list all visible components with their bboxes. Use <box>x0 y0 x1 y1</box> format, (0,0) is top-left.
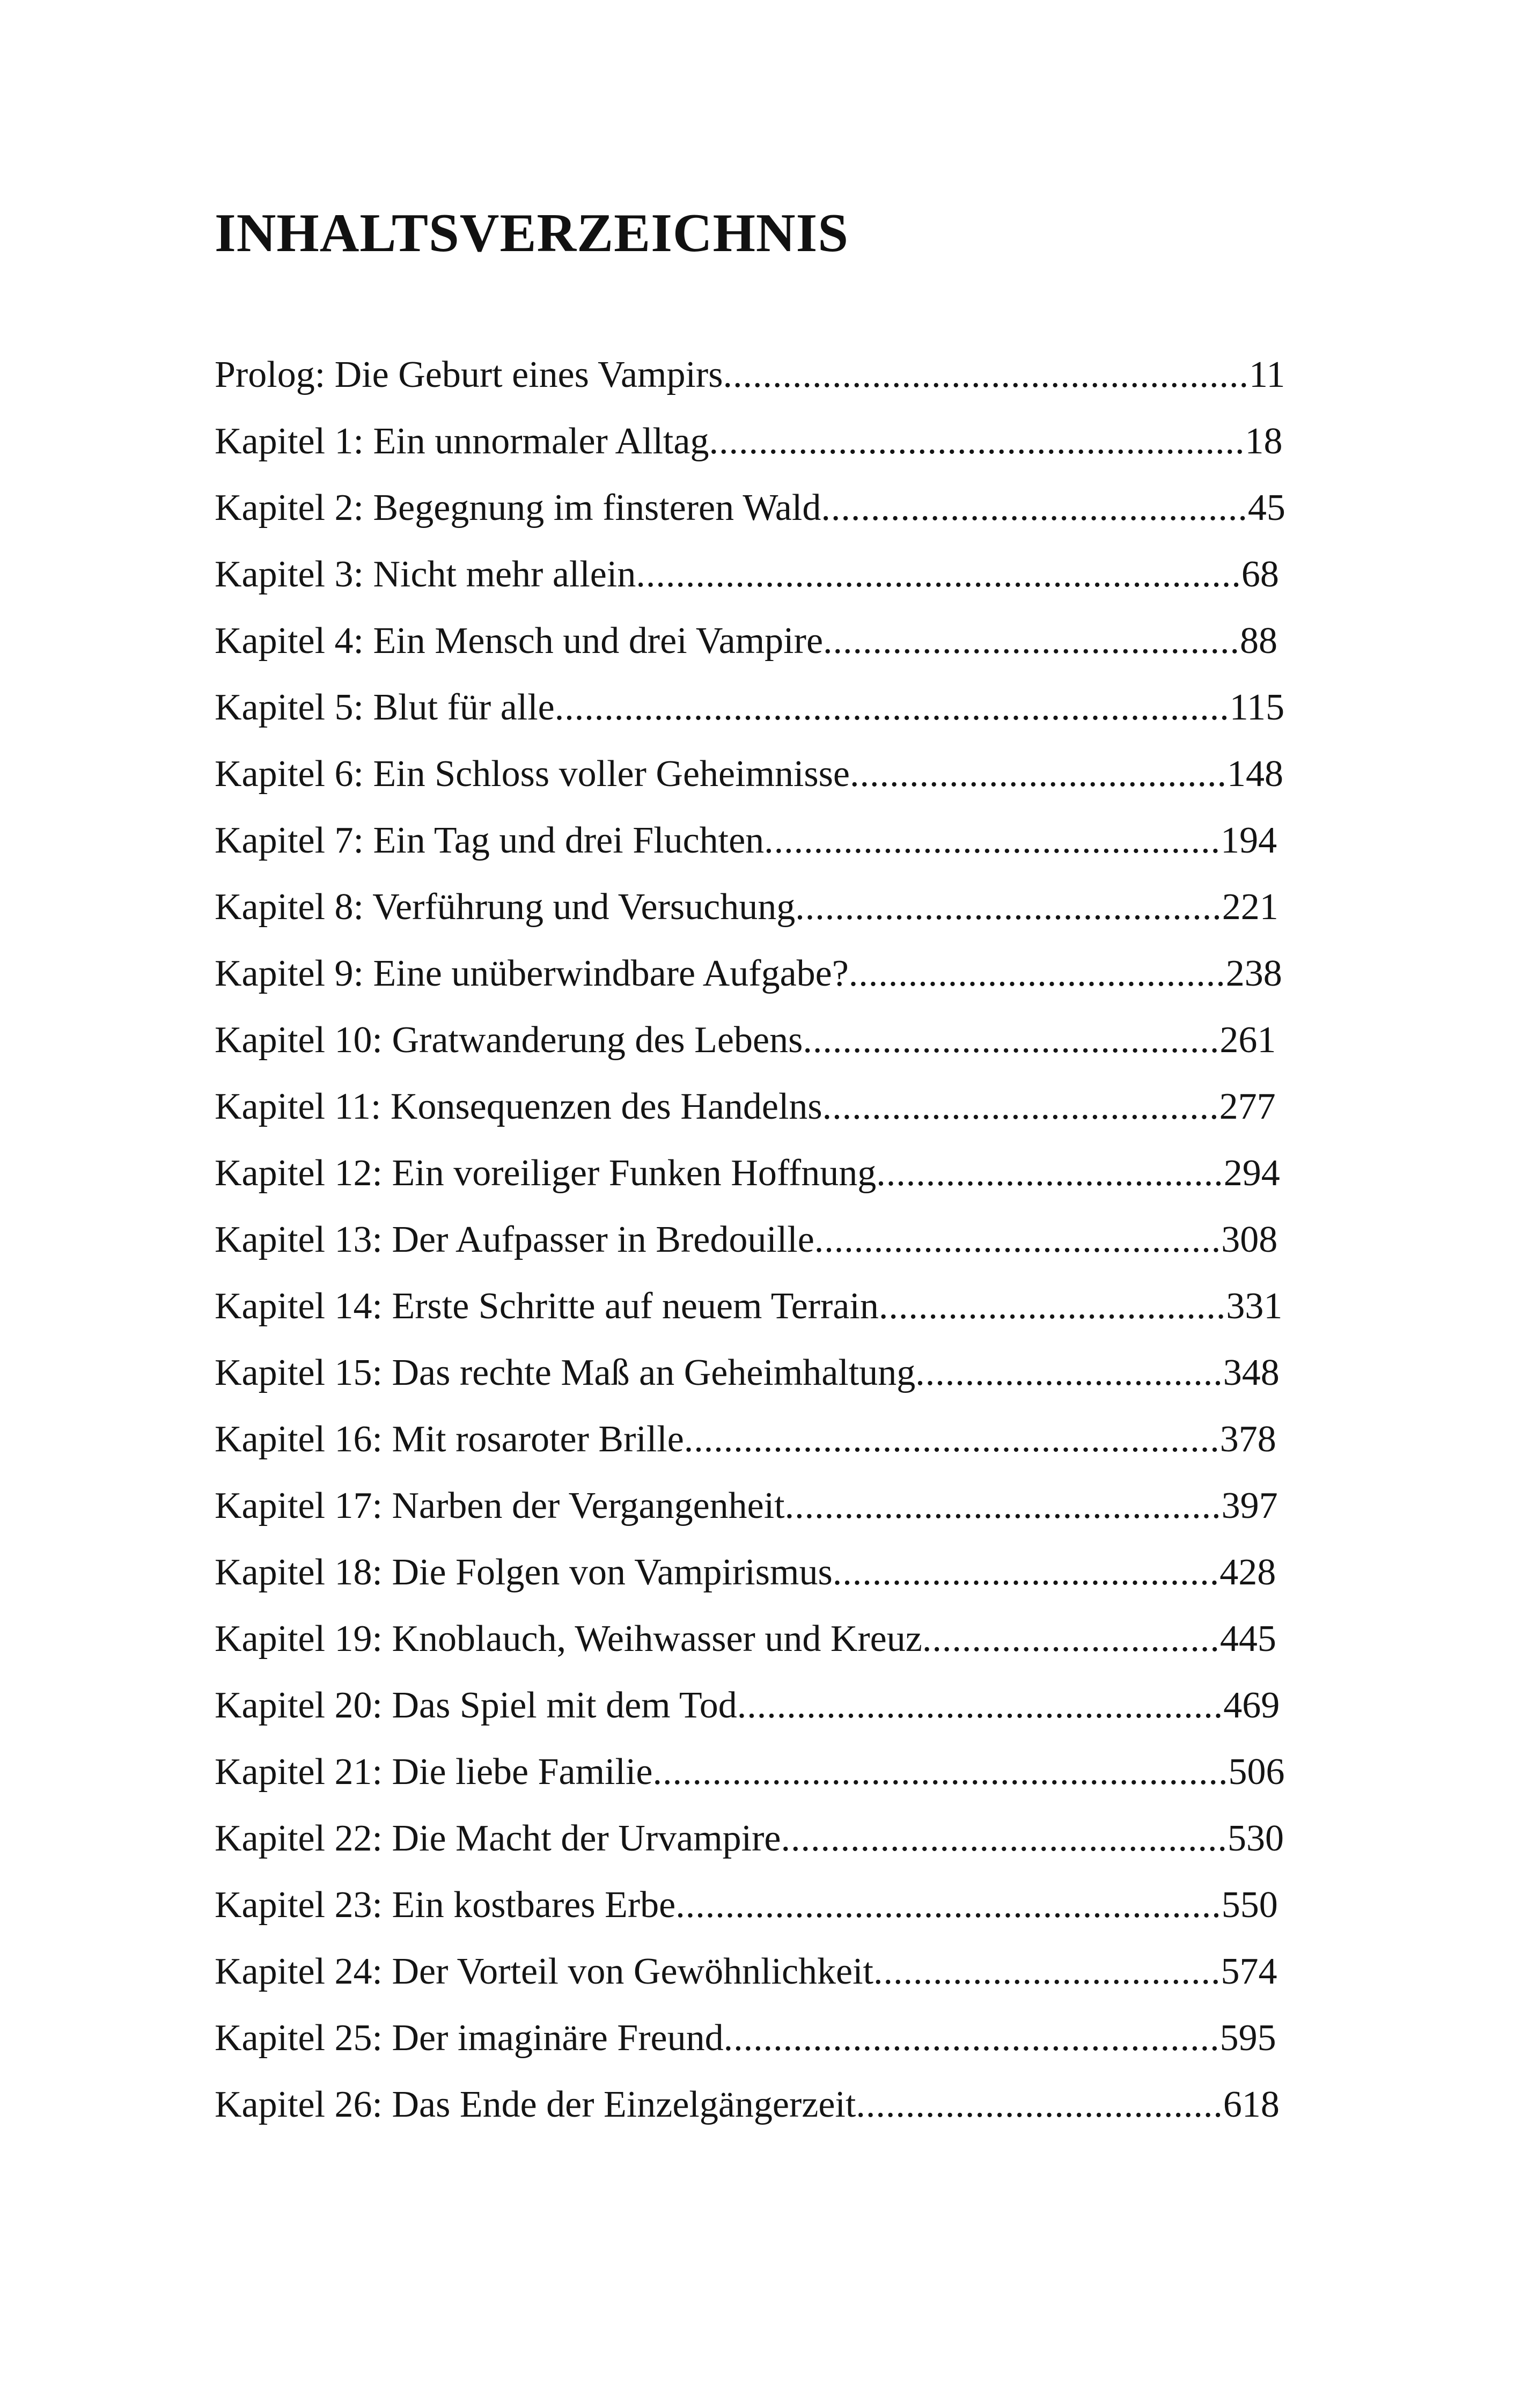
toc-entry-page: 469 <box>1223 1685 1280 1726</box>
toc-entry <box>215 1273 1288 1340</box>
toc-entry-page: 550 <box>1221 1884 1278 1926</box>
toc-entry-title: Kapitel 10: Gratwanderung des Lebens <box>215 1019 803 1061</box>
toc-entry-page: 445 <box>1219 1618 1276 1660</box>
toc-entry-title: Kapitel 18: Die Folgen von Vampirismus <box>215 1552 833 1593</box>
toc-leader-dots: .................................................................... <box>554 687 1230 728</box>
toc-entry-title: Kapitel 23: Ein kostbares Erbe <box>215 1884 676 1926</box>
toc-leader-dots: ................................................. <box>737 1685 1224 1726</box>
toc-entry <box>215 541 1288 608</box>
toc-leader-dots: ...................................................... <box>684 1419 1220 1460</box>
toc-entry-title: Kapitel 7: Ein Tag und drei Fluchten <box>215 820 765 861</box>
toc-leader-dots: ...................................... <box>848 953 1226 994</box>
toc-entry-page: 397 <box>1221 1485 1278 1526</box>
toc-entry-page: 595 <box>1219 2017 1276 2059</box>
toc-entry-title: Kapitel 15: Das rechte Maß an Geheimhaltung <box>215 1352 916 1393</box>
toc-entry-title: Kapitel 13: Der Aufpasser in Bredouille <box>215 1219 814 1260</box>
toc-entry-page: 238 <box>1225 953 1282 994</box>
toc-entry <box>215 807 1288 874</box>
toc-entry <box>215 2072 1288 2138</box>
toc-entry-page: 148 <box>1226 753 1283 795</box>
toc-entry <box>215 2005 1288 2072</box>
toc-entry-title: Kapitel 24: Der Vorteil von Gewöhnlichkeit <box>215 1951 874 1992</box>
toc-leader-dots: ................................... <box>876 1152 1224 1194</box>
toc-entry-page: 574 <box>1221 1951 1277 1992</box>
toc-entry <box>215 1939 1288 2005</box>
toc-leader-dots: ......................................... <box>814 1219 1222 1260</box>
toc-entry-title: Kapitel 17: Narben der Vergangenheit <box>215 1485 785 1526</box>
toc-entry-page: 506 <box>1228 1751 1285 1793</box>
toc-leader-dots: ........................................... <box>795 886 1222 928</box>
toc-entry <box>215 1606 1288 1672</box>
toc-entry-page: 530 <box>1227 1818 1284 1859</box>
toc-leader-dots: .......................................................... <box>652 1751 1229 1793</box>
toc-entry-page: 221 <box>1222 886 1278 928</box>
toc-entry <box>215 1074 1288 1140</box>
toc-leader-dots: ........................................... <box>821 487 1248 528</box>
toc-leader-dots: ..................................................... <box>723 354 1249 395</box>
toc-entry <box>215 1872 1288 1939</box>
toc-entry <box>215 941 1288 1007</box>
toc-entry-page: 88 <box>1240 620 1278 662</box>
toc-leader-dots: .................................................. <box>723 2017 1220 2059</box>
toc-entry <box>215 1406 1288 1473</box>
toc-entry-page: 194 <box>1221 820 1277 861</box>
toc-entry-title: Kapitel 9: Eine unüberwindbare Aufgabe? <box>215 953 849 994</box>
toc-entry-title: Kapitel 1: Ein unnormaler Alltag <box>215 421 709 462</box>
toc-entry <box>215 1140 1288 1207</box>
toc-entry-title: Kapitel 6: Ein Schloss voller Geheimnisse <box>215 753 850 795</box>
toc-entry <box>215 1007 1288 1074</box>
toc-entry-page: 348 <box>1223 1352 1280 1393</box>
toc-entry-page: 428 <box>1219 1552 1276 1593</box>
toc-entry-title: Kapitel 20: Das Spiel mit dem Tod <box>215 1685 737 1726</box>
toc-entry-title: Kapitel 8: Verführung und Versuchung <box>215 886 796 928</box>
toc-entry-page: 45 <box>1247 487 1285 528</box>
toc-entry-page: 308 <box>1221 1219 1278 1260</box>
toc-leader-dots: ....................................... <box>832 1552 1220 1593</box>
toc-entry-title: Kapitel 22: Die Macht der Urvampire <box>215 1818 781 1859</box>
toc-entry-title: Kapitel 19: Knoblauch, Weihwasser und Kreuz <box>215 1618 922 1660</box>
toc-leader-dots: .............................................. <box>764 820 1221 861</box>
toc-leader-dots: ..................................... <box>856 2084 1223 2125</box>
toc-entry <box>215 1473 1288 1539</box>
toc-entry-title: Kapitel 4: Ein Mensch und drei Vampire <box>215 620 824 662</box>
toc-leader-dots: .......................................... <box>823 620 1240 662</box>
toc-entry-title: Kapitel 25: Der imaginäre Freund <box>215 2017 724 2059</box>
toc-entry-page: 261 <box>1219 1019 1276 1061</box>
toc-leader-dots: ...................................... <box>849 753 1227 795</box>
toc-list <box>215 342 1288 2138</box>
toc-leader-dots: ................................... <box>878 1286 1226 1327</box>
toc-leader-dots: ............................................. <box>781 1818 1228 1859</box>
toc-entry-page: 277 <box>1219 1086 1276 1127</box>
toc-entry-title: Prolog: Die Geburt eines Vampirs <box>215 354 723 395</box>
toc-leader-dots: ............................................................. <box>636 554 1241 595</box>
toc-entry-page: 11 <box>1248 354 1285 395</box>
toc-entry-title: Kapitel 12: Ein voreiliger Funken Hoffnung <box>215 1152 877 1194</box>
toc-entry <box>215 608 1288 674</box>
toc-entry-page: 331 <box>1226 1286 1283 1327</box>
toc-entry <box>215 1739 1288 1805</box>
toc-entry <box>215 741 1288 807</box>
toc-entry-page: 18 <box>1245 421 1283 462</box>
toc-entry <box>215 1539 1288 1606</box>
toc-entry-title: Kapitel 14: Erste Schritte auf neuem Terrain <box>215 1286 879 1327</box>
toc-entry <box>215 408 1288 475</box>
toc-leader-dots: ................................... <box>873 1951 1221 1992</box>
toc-leader-dots: ............................................ <box>784 1485 1222 1526</box>
toc-entry <box>215 1340 1288 1406</box>
toc-leader-dots: ....................................................... <box>675 1884 1222 1926</box>
toc-entry <box>215 1207 1288 1273</box>
toc-entry-page: 68 <box>1241 554 1279 595</box>
toc-entry <box>215 874 1288 941</box>
toc-leader-dots: ............................... <box>915 1352 1223 1393</box>
toc-entry-page: 618 <box>1223 2084 1280 2125</box>
toc-entry <box>215 674 1288 741</box>
toc-entry-title: Kapitel 26: Das Ende der Einzelgängerzeit <box>215 2084 856 2125</box>
toc-entry-title: Kapitel 21: Die liebe Familie <box>215 1751 653 1793</box>
toc-entry-title: Kapitel 11: Konsequenzen des Handelns <box>215 1086 822 1127</box>
toc-entry-title: Kapitel 3: Nicht mehr allein <box>215 554 636 595</box>
toc-entry-title: Kapitel 5: Blut für alle <box>215 687 555 728</box>
toc-entry-page: 378 <box>1219 1419 1276 1460</box>
toc-entry <box>215 1672 1288 1739</box>
toc-entry-title: Kapitel 16: Mit rosaroter Brille <box>215 1419 684 1460</box>
toc-leader-dots: .............................. <box>922 1618 1220 1660</box>
toc-entry <box>215 475 1288 541</box>
toc-leader-dots: .......................................... <box>803 1019 1220 1061</box>
page-title: INHALTSVERZEICHNIS <box>215 203 849 263</box>
toc-entry-page: 294 <box>1223 1152 1280 1194</box>
toc-leader-dots: ...................................................... <box>709 421 1245 462</box>
toc-leader-dots: ........................................ <box>822 1086 1219 1127</box>
toc-entry-title: Kapitel 2: Begegnung im finsteren Wald <box>215 487 821 528</box>
toc-entry <box>215 342 1288 408</box>
toc-entry-page: 115 <box>1229 687 1285 728</box>
toc-entry <box>215 1805 1288 1872</box>
